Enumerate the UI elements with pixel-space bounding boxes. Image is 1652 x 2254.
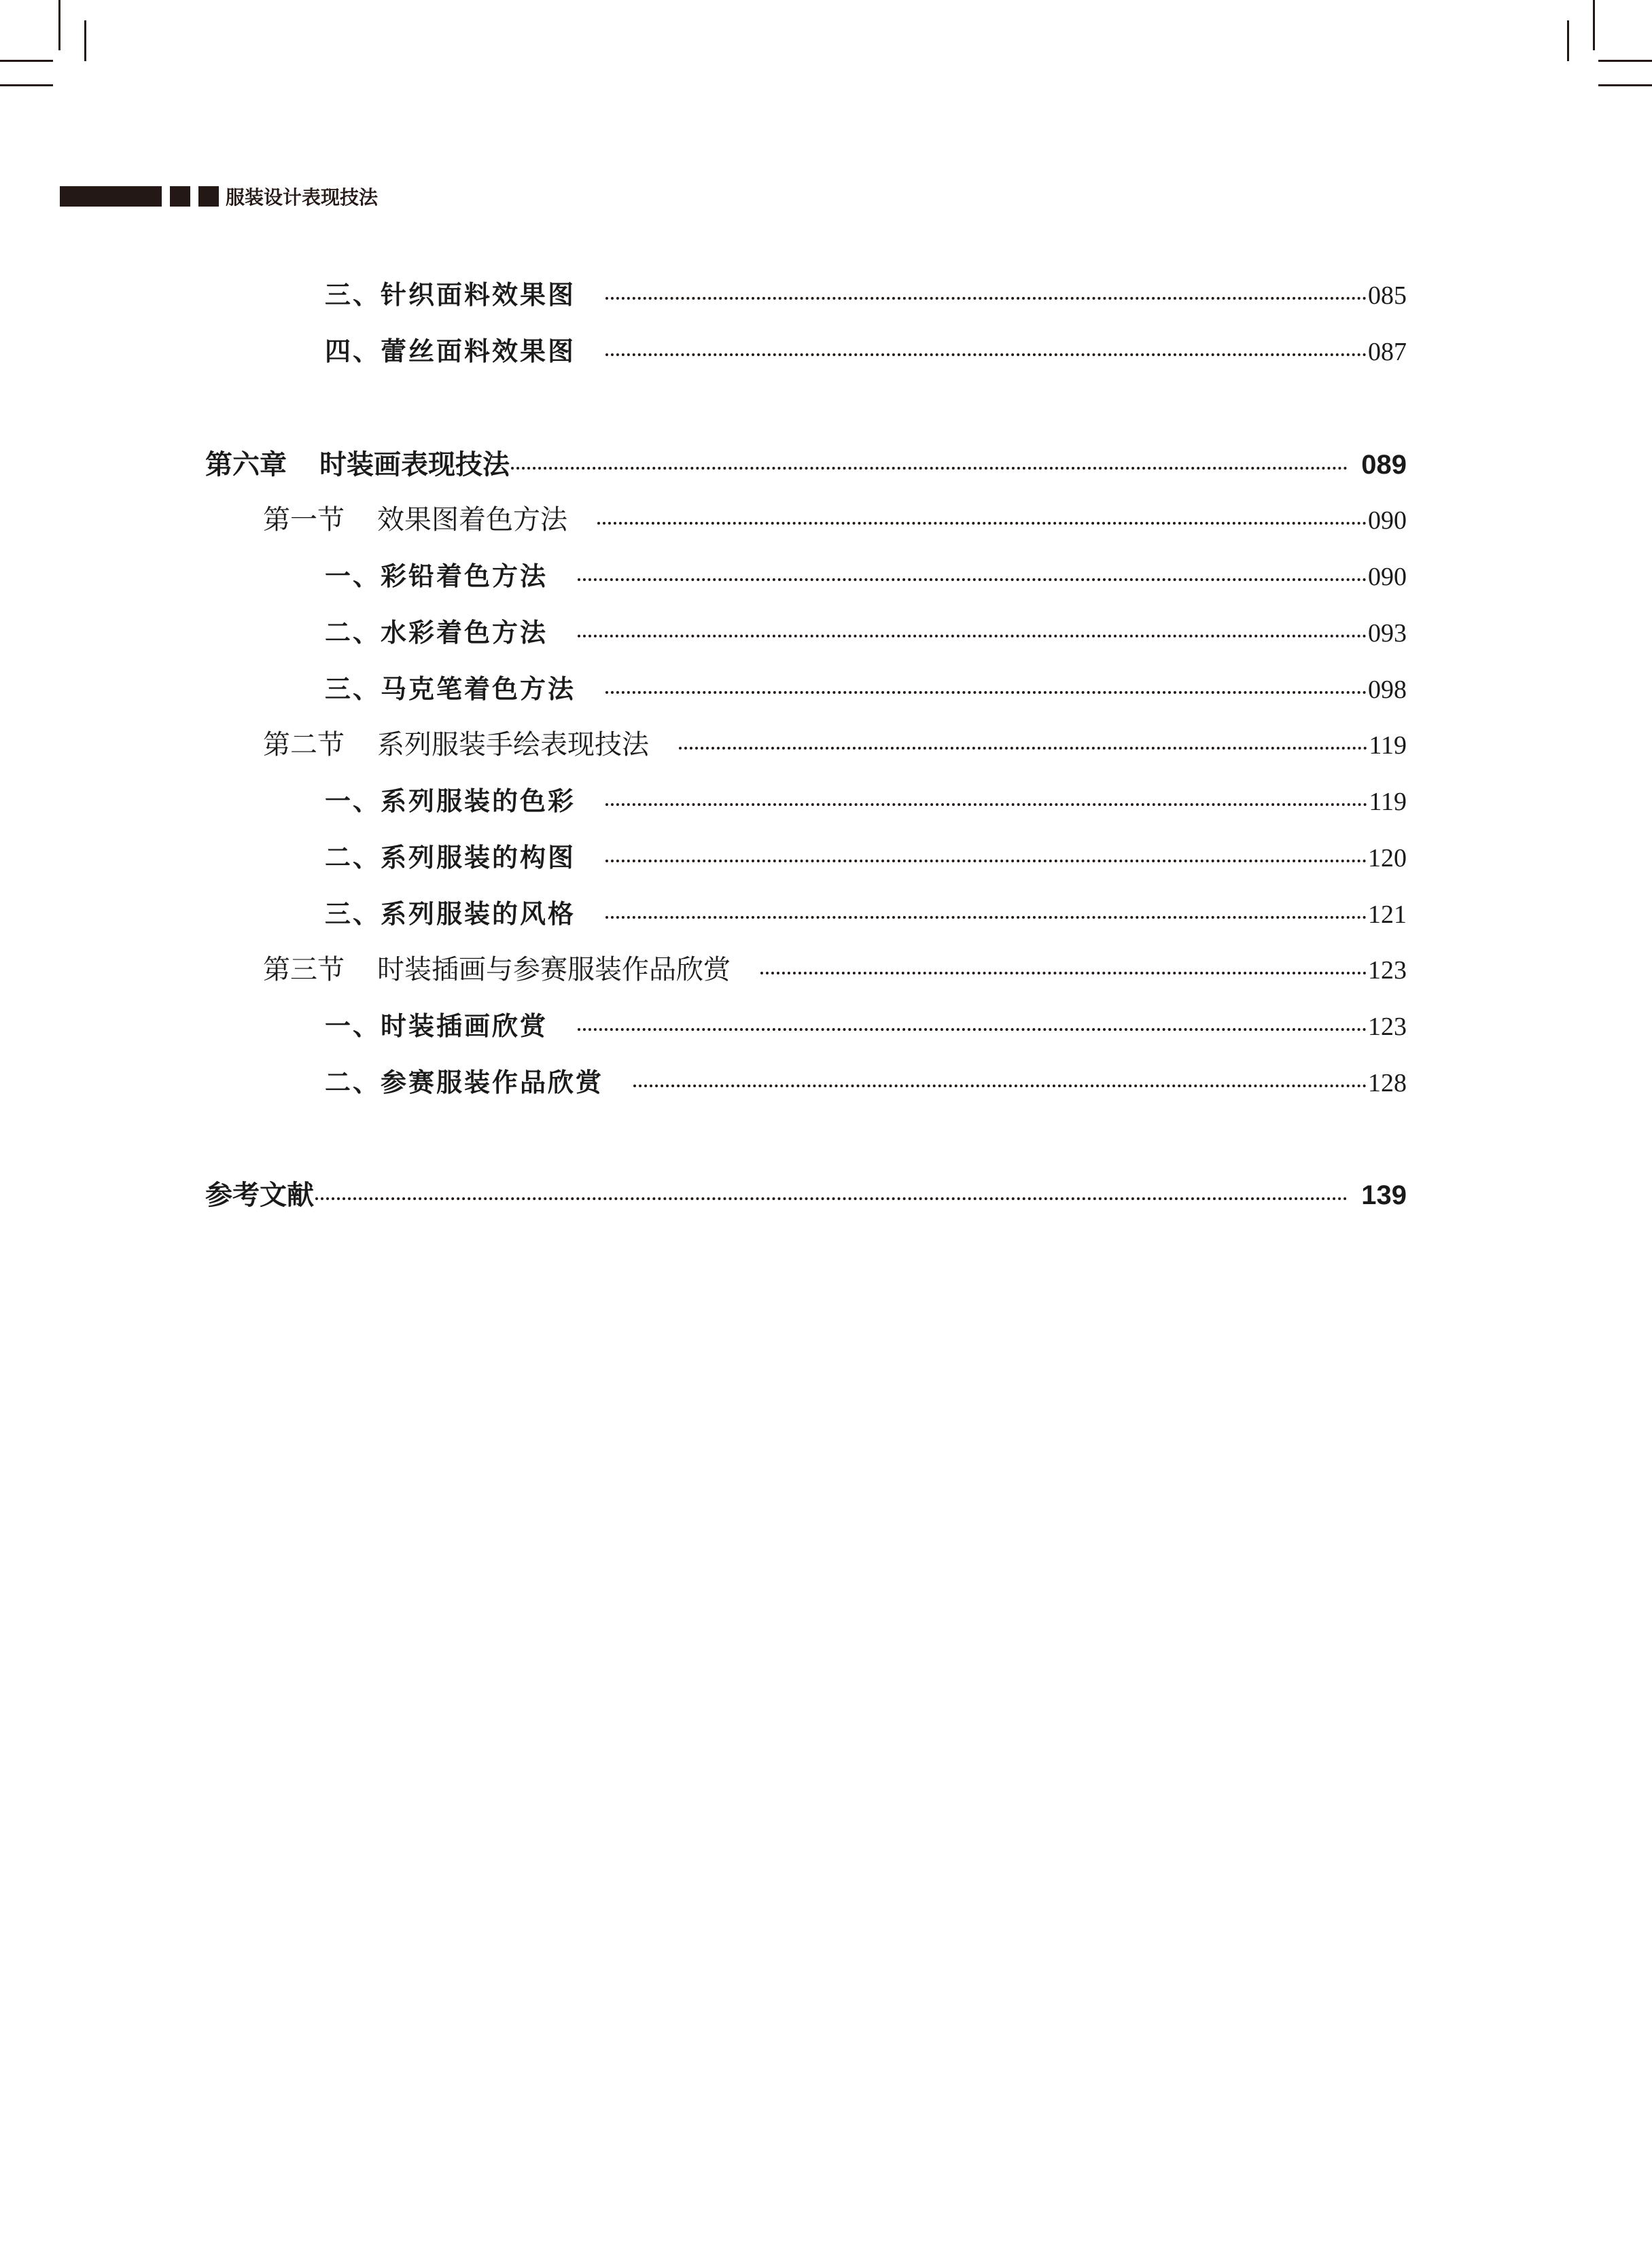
- dot-leader: [605, 860, 1367, 862]
- dot-leader: [597, 522, 1367, 525]
- toc-page-number: 121: [1368, 900, 1407, 929]
- toc-page-number: 119: [1369, 788, 1407, 816]
- toc-section[interactable]: [263, 498, 1407, 537]
- dot-leader: [605, 353, 1367, 356]
- running-header: [60, 185, 378, 208]
- chapter-title: 时装画表现技法: [319, 449, 510, 480]
- section-title: 时装插画与参赛服装作品欣赏: [377, 954, 731, 985]
- header-square: [170, 186, 190, 207]
- book-title: 服装设计表现技法: [226, 186, 379, 209]
- dot-leader: [511, 467, 1348, 470]
- toc-item-label: 三、针织面料效果图: [325, 279, 576, 310]
- toc-chapter-label: [205, 1174, 314, 1212]
- crop-mark: [1567, 20, 1569, 61]
- toc-page-number: 089: [1361, 450, 1407, 480]
- toc-item[interactable]: [325, 837, 1407, 874]
- header-bar: [60, 186, 162, 207]
- toc-chapter[interactable]: [205, 1174, 1407, 1212]
- toc-item-label: 三、马克笔着色方法: [325, 673, 576, 704]
- toc-page-number: 123: [1368, 956, 1407, 985]
- section-title: 效果图着色方法: [377, 504, 567, 535]
- toc-item[interactable]: [325, 668, 1407, 705]
- toc-page-number: 119: [1369, 731, 1407, 760]
- dot-leader: [578, 635, 1367, 637]
- dot-leader: [605, 691, 1367, 694]
- dot-leader: [633, 1085, 1367, 1087]
- dot-leader: [679, 747, 1367, 750]
- dot-leader: [578, 1028, 1367, 1031]
- toc-item[interactable]: [325, 330, 1407, 368]
- section-number: 第三节: [263, 954, 345, 985]
- chapter-number: 第六章: [205, 449, 287, 480]
- toc-item-label: 一、彩铅着色方法: [325, 561, 548, 591]
- section-number: 第一节: [263, 504, 345, 535]
- crop-mark: [0, 60, 53, 62]
- toc-section[interactable]: [263, 723, 1407, 762]
- toc-item[interactable]: [325, 893, 1407, 930]
- chapter-title: 参考文献: [205, 1180, 314, 1211]
- crop-mark: [58, 0, 60, 50]
- crop-mark: [1593, 0, 1595, 50]
- toc-section[interactable]: [263, 948, 1407, 987]
- toc-page-number: 139: [1361, 1180, 1407, 1210]
- toc-page-number: 090: [1368, 506, 1407, 535]
- toc-page-number: 087: [1368, 338, 1407, 366]
- toc-page-number: 093: [1368, 619, 1407, 648]
- toc-page-number: 128: [1368, 1069, 1407, 1097]
- crop-mark: [1598, 84, 1652, 86]
- toc-item-label: 二、参赛服装作品欣赏: [325, 1067, 604, 1097]
- dot-leader: [605, 297, 1367, 300]
- toc-item[interactable]: [325, 1005, 1407, 1042]
- toc-page-number: 085: [1368, 281, 1407, 310]
- toc-page-number: 123: [1368, 1012, 1407, 1041]
- toc-item-label: 四、蕾丝面料效果图: [325, 336, 576, 366]
- toc-item[interactable]: [325, 612, 1407, 649]
- toc-item-label: 二、水彩着色方法: [325, 617, 548, 648]
- toc-item[interactable]: [325, 274, 1407, 311]
- toc-section-label: [263, 498, 567, 537]
- crop-mark: [1598, 60, 1652, 62]
- toc-item-label: 二、系列服装的构图: [325, 842, 576, 873]
- dot-leader: [578, 578, 1367, 581]
- dot-leader: [315, 1197, 1348, 1200]
- toc-page-number: 120: [1368, 844, 1407, 873]
- dot-leader: [760, 972, 1367, 974]
- section-title: 系列服装手绘表现技法: [377, 729, 649, 760]
- header-square: [198, 186, 219, 207]
- dot-leader: [605, 916, 1367, 919]
- toc-chapter-label: [205, 443, 510, 482]
- toc-item[interactable]: [325, 555, 1407, 593]
- toc-section-label: [263, 948, 731, 987]
- crop-mark: [0, 84, 53, 86]
- toc-section-label: [263, 723, 649, 762]
- section-number: 第二节: [263, 729, 345, 760]
- crop-mark: [84, 20, 86, 61]
- toc-item[interactable]: [325, 780, 1407, 817]
- toc-item-label: 一、时装插画欣赏: [325, 1010, 548, 1041]
- toc-page-number: 098: [1368, 675, 1407, 704]
- dot-leader: [605, 803, 1367, 806]
- toc-item[interactable]: [325, 1061, 1407, 1099]
- toc-item-label: 三、系列服装的风格: [325, 898, 576, 929]
- toc-chapter[interactable]: [205, 443, 1407, 482]
- toc-item-label: 一、系列服装的色彩: [325, 786, 576, 816]
- toc-page-number: 090: [1368, 563, 1407, 591]
